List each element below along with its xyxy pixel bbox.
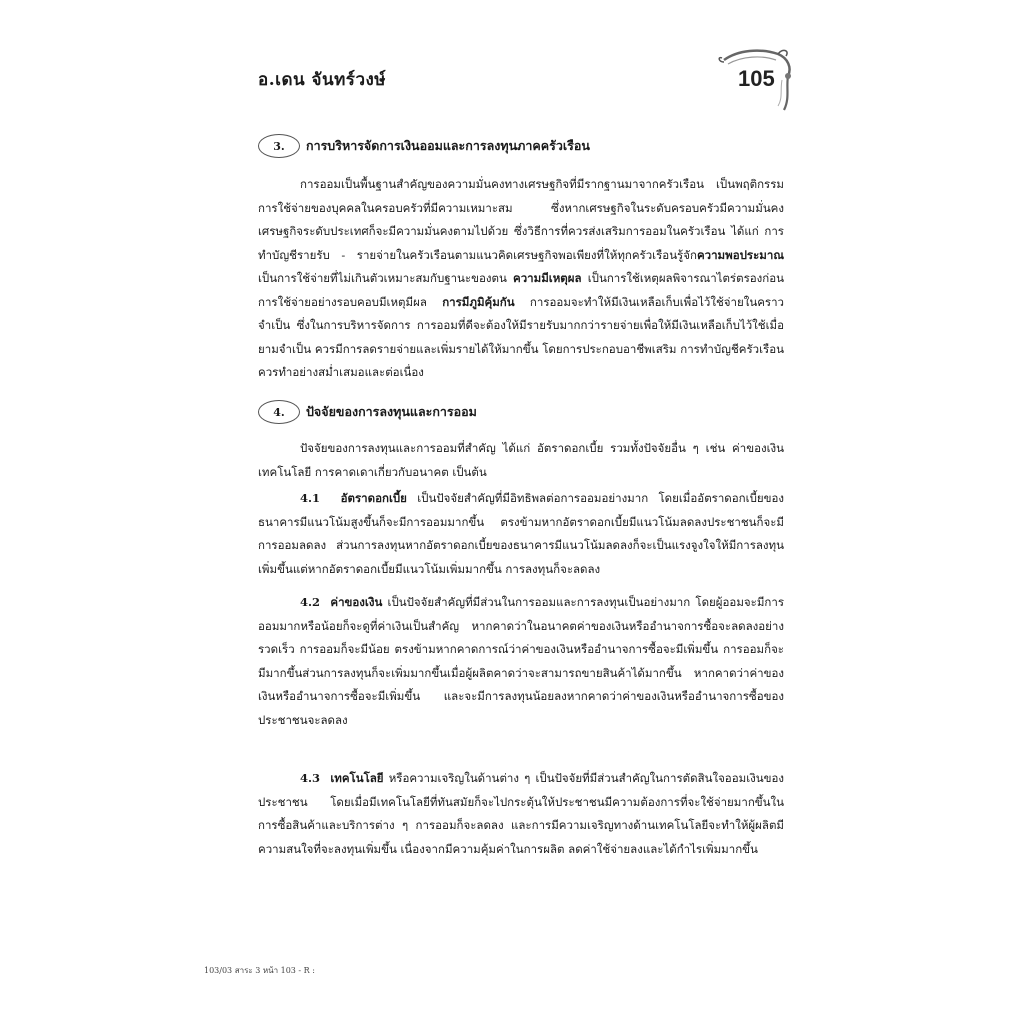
page-footer: 103/03 สาระ 3 หน้า 103 - R :	[204, 966, 315, 975]
section-4-heading	[258, 400, 477, 424]
section-number-badge: 4.	[258, 400, 300, 424]
item-4-1: 4.1 อัตราดอกเบี้ย เป็นปัจจัยสำคัญที่มีอิทธิพลต่อการออมอย่างมาก โดยเมื่ออัตราดอกเบี้ยของธนาคารมีแนวโน้มสูงขึ้นก็จะมีการออมมากขึ้น ตรงข้ามหากอัตราดอกเบี้ยมีแนวโน้มลดลงประชาชนก็จะมีการออมลดลง ส่วนการลงทุนหากอัตราดอกเบี้ยของธนาคารมีแนวโน้มลดลงก็จะเป็นแรงจูงใจให้มีการลงทุนเพิ่มขึ้นแต่หากอัตราดอกเบี้ยมีแนวโน้มเพิ่มมากขึ้น การลงทุนก็จะลดลง	[258, 491, 784, 576]
term-immunity: การมีภูมิคุ้มกัน	[442, 294, 515, 309]
term-reasonableness: ความมีเหตุผล	[513, 271, 582, 285]
term-interest-rate: อัตราดอกเบี้ย	[340, 491, 407, 505]
item-4-2: 4.2 ค่าของเงิน เป็นปัจจัยสำคัญที่มีส่วนในการออมและการลงทุนเป็นอย่างมาก โดยผู้ออมจะมีการออมมากหรือน้อยก็จะดูที่ค่าเงินเป็นสำคัญ หากคาดว่าในอนาคตค่าของเงินหรืออำนาจการซื้อจะลดลงอย่างรวดเร็ว การออมก็จะมีน้อย ตรงข้ามหากคาดการณ์ว่าค่าของเงินหรืออำนาจการซื้อจะมีเพิ่มขึ้น การออมก็จะมีมากขึ้นส่วนการลงทุนก็จะเพิ่มมากขึ้นเมื่อผู้ผลิตคาดว่าจะสามารถขายสินค้าได้มากขึ้น หากคาดว่าค่าของเงินหรืออำนาจการซื้อจะมีเพิ่มขึ้น และจะมีการลงทุนน้อยลงหากคาดว่าค่าของเงินหรืออำนาจการซื้อของประชาชนจะลดลง	[258, 595, 785, 727]
section-number-badge: 3.	[258, 134, 300, 158]
section-title: ปัจจัยของการลงทุนและการออม	[306, 404, 477, 419]
term-moderation: ความพอประมาณ	[696, 247, 784, 262]
term-money-value: ค่าของเงิน	[330, 595, 383, 609]
term-technology: เทคโนโลยี	[330, 771, 384, 785]
section-3-paragraph: การออมเป็นพื้นฐานสำคัญของความมั่นคงทางเศรษฐกิจที่มีรากฐานมาจากครัวเรือน เป็นพฤติกรรมการใช้จ่ายของบุคคลในครอบครัวที่มีความเหมาะสม ซึ่งหากเศรษฐกิจในระดับครอบครัวมีความมั่นคง เศรษฐกิจระดับประเทศก็จะมีความมั่นคงตามไปด้วย ซึ่งวิธีการที่ควรส่งเสริมการออมในครัวเรือน ได้แก่ การทำบัญชีรายรับ - รายจ่ายในครัวเรือนตามแนวคิดเศรษฐกิจพอเพียงที่ให้ทุกครัวเรือนรู้จักความพอประมาณ เป็นการใช้จ่ายที่ไม่เกินตัวเหมาะสมกับฐานะของตน ความมีเหตุผล เป็นการใช้เหตุผลพิจารณาไตร่ตรองก่อนการใช้จ่ายอย่างรอบคอบมีเหตุมีผล การมีภูมิคุ้มกัน การออมจะทำให้มีเงินเหลือเก็บเพื่อไว้ใช้จ่ายในคราวจำเป็น ซึ่งในการบริหารจัดการ การออมที่ดีจะต้องให้มีรายรับมากกว่ารายจ่ายเพื่อให้มีเงินเหลือเก็บไว้ใช้เมื่อยามจำเป็น ควรมีการลดรายจ่ายและเพิ่มรายได้ให้มากขึ้น โดยการประกอบอาชีพเสริม การทำบัญชีครัวเรือนควรทำอย่างสม่ำเสมอและต่อเนื่อง	[258, 177, 785, 379]
page-number: 105	[738, 66, 775, 91]
section-4-intro: ปัจจัยของการลงทุนและการออมที่สำคัญ ได้แก่ อัตราดอกเบี้ย รวมทั้งปัจจัยอื่น ๆ เช่น ค่าของเงิน เทคโนโลยี การคาดเดาเกี่ยวกับอนาคต เป็นต้น	[258, 441, 784, 479]
section-3-heading	[258, 134, 590, 158]
section-title: การบริหารจัดการเงินออมและการลงทุนภาคครัวเรือน	[306, 138, 590, 153]
header-author: อ.เดน จันทร์วงษ์	[258, 70, 386, 90]
item-4-3: 4.3 เทคโนโลยี หรือความเจริญในด้านต่าง ๆ เป็นปัจจัยที่มีส่วนสำคัญในการตัดสินใจออมเงินของประชาชน โดยเมื่อมีเทคโนโลยีที่ทันสมัยก็จะไปกระตุ้นให้ประชาชนมีความต้องการที่จะใช้จ่ายมากขึ้นในการซื้อสินค้าและบริการต่าง ๆ การออมก็จะลดลง และการมีความเจริญทางด้านเทคโนโลยีจะทำให้ผู้ผลิตมีความสนใจที่จะลงทุนเพิ่มขึ้น เนื่องจากมีความคุ้มค่าในการผลิต ลดค่าใช้จ่ายลงและได้กำไรเพิ่มมากขึ้น	[258, 771, 784, 856]
